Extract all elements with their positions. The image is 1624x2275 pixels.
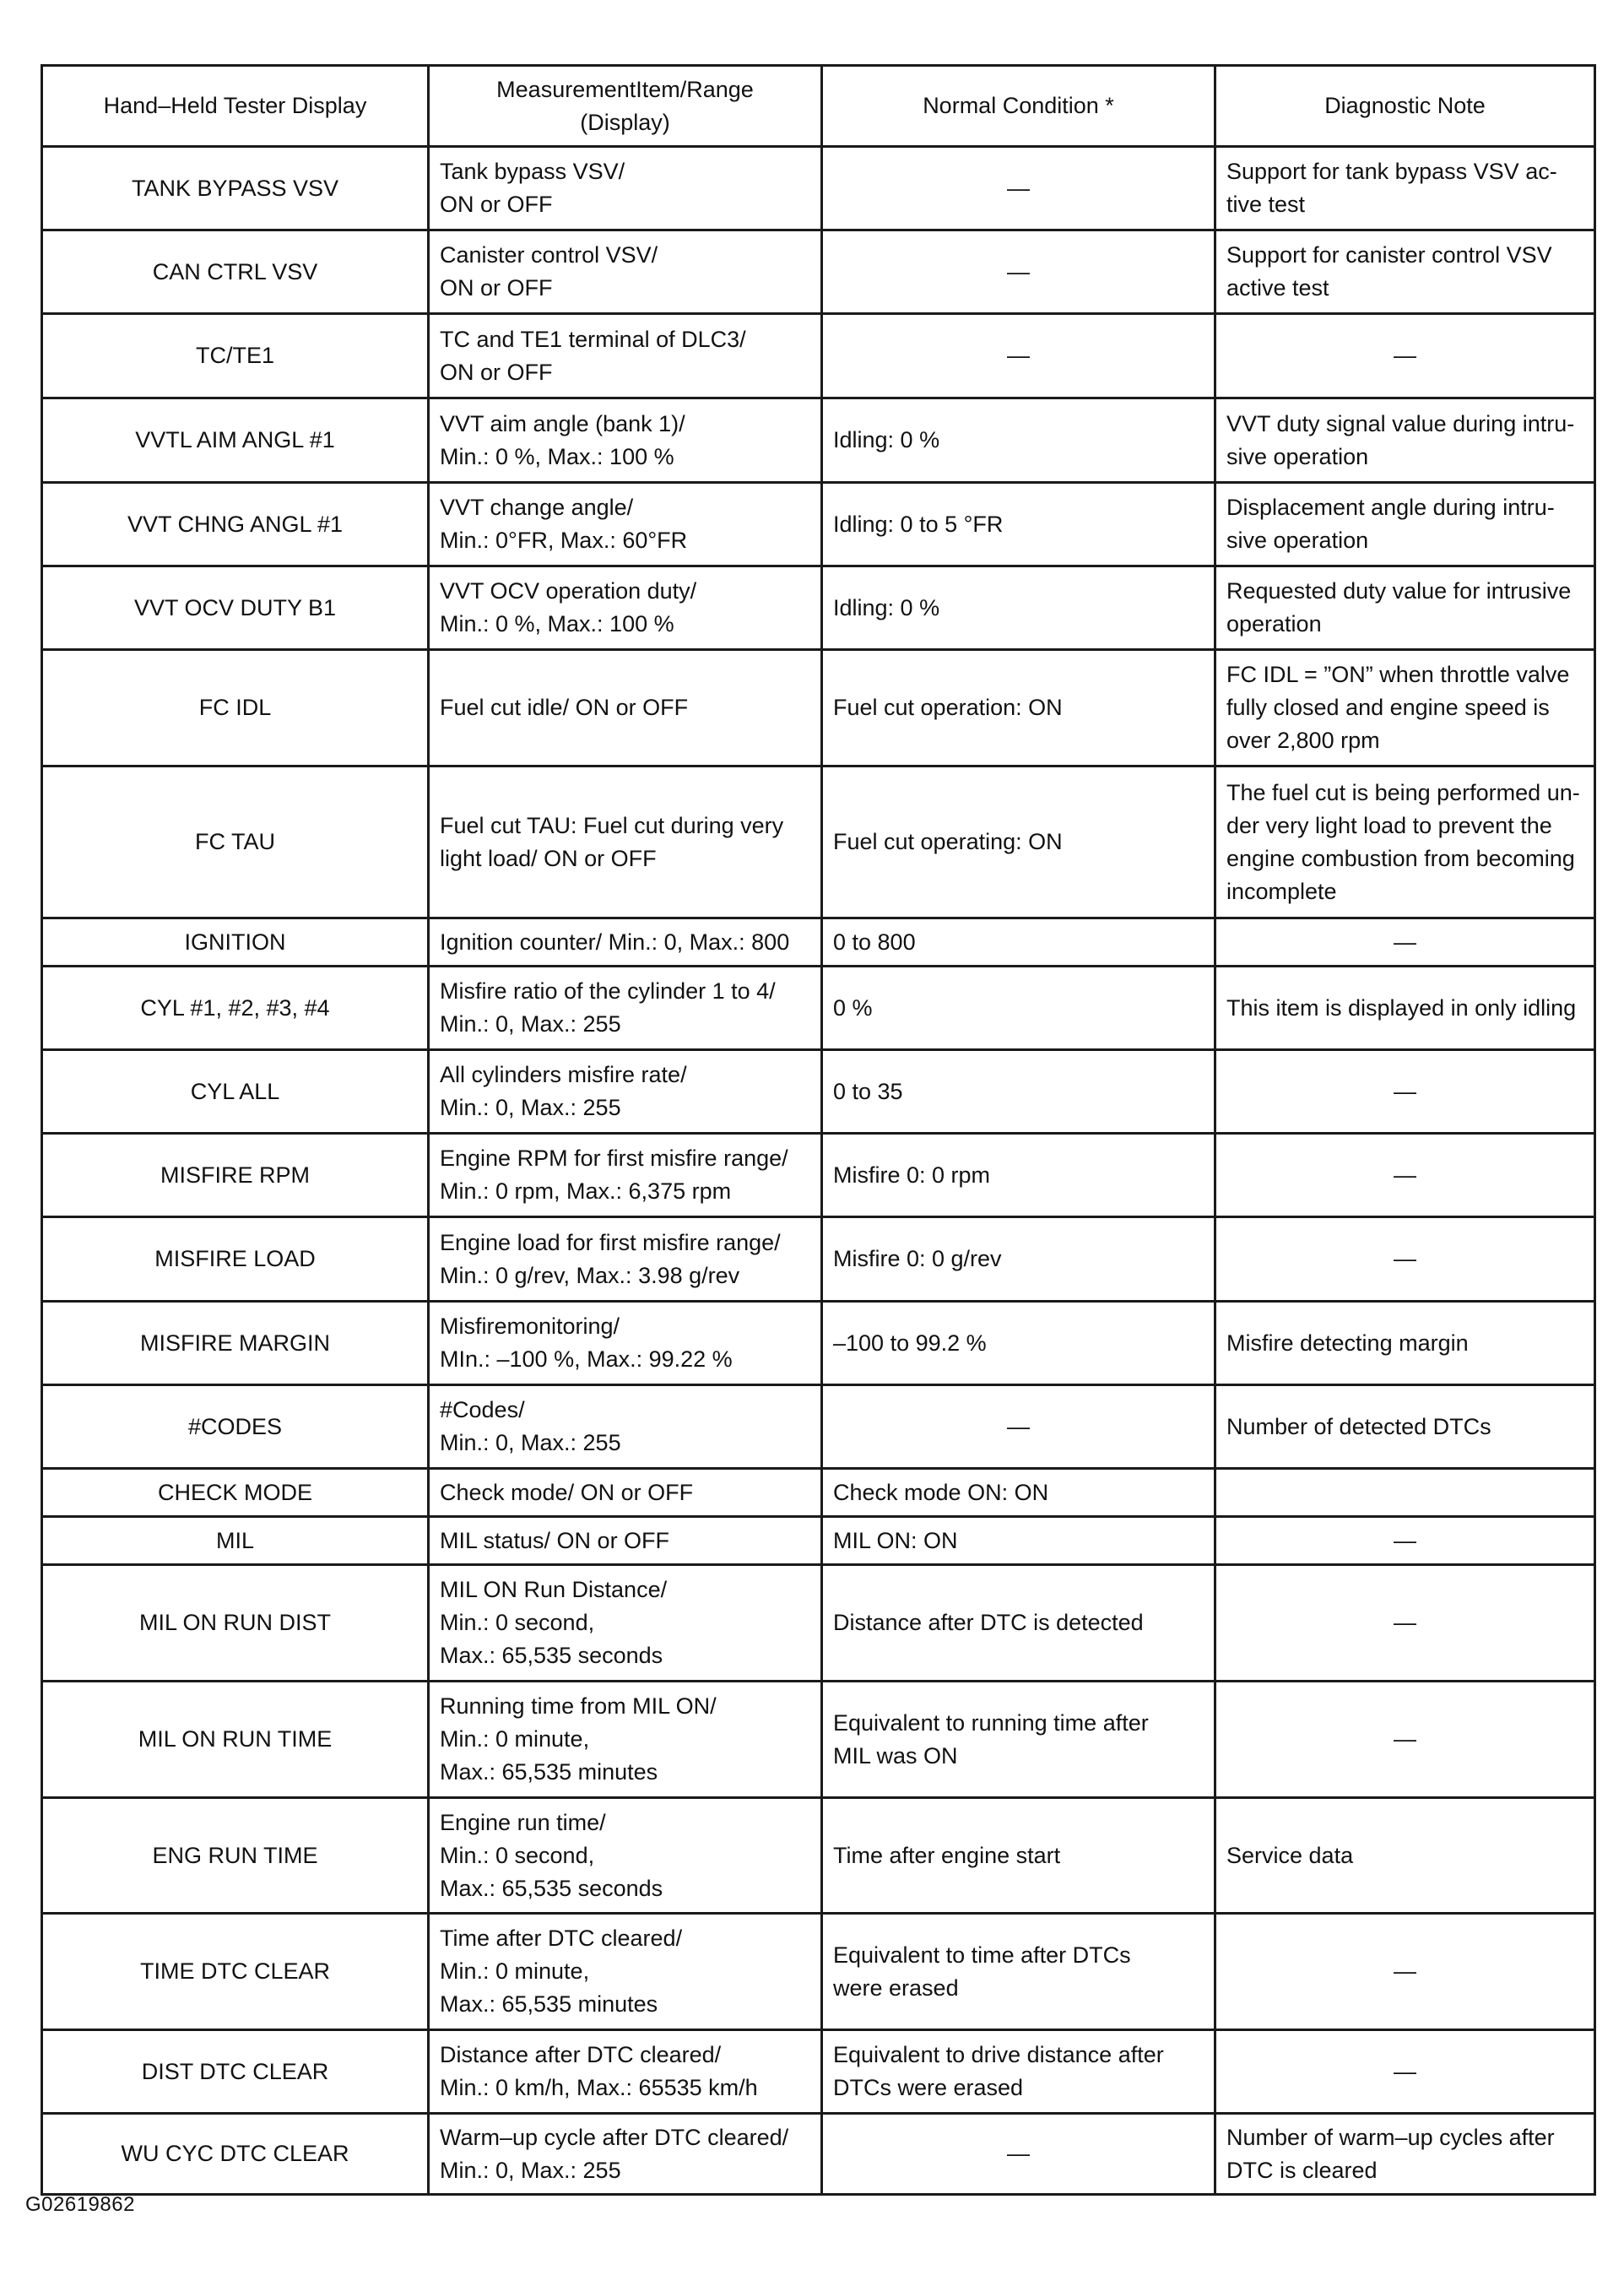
cell-tester-display: CYL ALL [42, 1050, 429, 1134]
cell-tester-display: FC IDL [42, 650, 429, 766]
table-row [42, 1469, 1595, 1517]
cell-tester-display: TIME DTC CLEAR [42, 1914, 429, 2030]
cell-normal-condition: Equivalent to time after DTCs were erased [822, 1914, 1215, 2030]
cell-diagnostic-note: — [1215, 314, 1595, 398]
cell-measurement-item: Time after DTC cleared/ Min.: 0 minute, Max.: 65,535 minutes [429, 1914, 822, 2030]
cell-tester-display: MISFIRE LOAD [42, 1217, 429, 1302]
cell-normal-condition: — [822, 230, 1215, 314]
cell-normal-condition: — [822, 147, 1215, 230]
table-row [42, 1302, 1595, 1385]
cell-measurement-item: Canister control VSV/ ON or OFF [429, 230, 822, 314]
table-row [42, 1217, 1595, 1302]
cell-normal-condition: 0 to 800 [822, 918, 1215, 967]
cell-tester-display: TANK BYPASS VSV [42, 147, 429, 230]
cell-tester-display: MIL ON RUN DIST [42, 1565, 429, 1682]
cell-diagnostic-note: Support for tank bypass VSV ac- tive test [1215, 147, 1595, 230]
header-measurement-item: MeasurementItem/Range (Display) [429, 66, 822, 147]
cell-normal-condition: Fuel cut operation: ON [822, 650, 1215, 766]
table-row [42, 1050, 1595, 1134]
cell-normal-condition: — [822, 1385, 1215, 1469]
table-row [42, 483, 1595, 566]
cell-diagnostic-note: Number of warm–up cycles after DTC is cleared [1215, 2114, 1595, 2195]
cell-measurement-item: VVT OCV operation duty/ Min.: 0 %, Max.: 100 % [429, 566, 822, 650]
header-normal-condition: Normal Condition * [822, 66, 1215, 147]
table-row [42, 398, 1595, 483]
cell-normal-condition: Time after engine start [822, 1798, 1215, 1914]
cell-measurement-item: Distance after DTC cleared/ Min.: 0 km/h, Max.: 65535 km/h [429, 2030, 822, 2114]
cell-tester-display: MISFIRE RPM [42, 1134, 429, 1217]
table-row [42, 1565, 1595, 1682]
cell-tester-display: CHECK MODE [42, 1469, 429, 1517]
cell-diagnostic-note: Displacement angle during intru- sive operation [1215, 483, 1595, 566]
cell-normal-condition: Distance after DTC is detected [822, 1565, 1215, 1682]
cell-normal-condition: Misfire 0: 0 g/rev [822, 1217, 1215, 1302]
table-row [42, 967, 1595, 1050]
cell-measurement-item: Running time from MIL ON/ Min.: 0 minute, Max.: 65,535 minutes [429, 1682, 822, 1798]
cell-normal-condition: Fuel cut operating: ON [822, 766, 1215, 918]
cell-tester-display: IGNITION [42, 918, 429, 967]
cell-tester-display: MIL [42, 1517, 429, 1565]
cell-diagnostic-note: — [1215, 1050, 1595, 1134]
cell-normal-condition: Idling: 0 to 5 °FR [822, 483, 1215, 566]
cell-tester-display: MIL ON RUN TIME [42, 1682, 429, 1798]
cell-diagnostic-note: — [1215, 1217, 1595, 1302]
table-row [42, 1517, 1595, 1565]
cell-diagnostic-note: FC IDL = ”ON” when throttle valve fully closed and engine speed is over 2,800 rpm [1215, 650, 1595, 766]
cell-normal-condition: Idling: 0 % [822, 566, 1215, 650]
cell-tester-display: VVTL AIM ANGL #1 [42, 398, 429, 483]
cell-diagnostic-note: Support for canister control VSV active test [1215, 230, 1595, 314]
cell-measurement-item: Fuel cut TAU: Fuel cut during very light load/ ON or OFF [429, 766, 822, 918]
cell-diagnostic-note: — [1215, 1565, 1595, 1682]
table-row [42, 314, 1595, 398]
cell-measurement-item: Misfire ratio of the cylinder 1 to 4/ Min.: 0, Max.: 255 [429, 967, 822, 1050]
cell-diagnostic-note: This item is displayed in only idling [1215, 967, 1595, 1050]
cell-diagnostic-note: — [1215, 1517, 1595, 1565]
cell-normal-condition: Misfire 0: 0 rpm [822, 1134, 1215, 1217]
table-row [42, 1682, 1595, 1798]
table-row [42, 1134, 1595, 1217]
cell-tester-display: WU CYC DTC CLEAR [42, 2114, 429, 2195]
table-row [42, 2114, 1595, 2195]
cell-normal-condition: Idling: 0 % [822, 398, 1215, 483]
cell-measurement-item: Misfiremonitoring/ MIn.: –100 %, Max.: 99.22 % [429, 1302, 822, 1385]
cell-normal-condition: 0 % [822, 967, 1215, 1050]
table-row [42, 918, 1595, 967]
cell-tester-display: ENG RUN TIME [42, 1798, 429, 1914]
table-row [42, 1914, 1595, 2030]
cell-measurement-item: Warm–up cycle after DTC cleared/ Min.: 0, Max.: 255 [429, 2114, 822, 2195]
cell-measurement-item: TC and TE1 terminal of DLC3/ ON or OFF [429, 314, 822, 398]
cell-normal-condition: Equivalent to running time after MIL was ON [822, 1682, 1215, 1798]
cell-normal-condition: MIL ON: ON [822, 1517, 1215, 1565]
cell-diagnostic-note: — [1215, 918, 1595, 967]
cell-diagnostic-note: — [1215, 1682, 1595, 1798]
cell-tester-display: MISFIRE MARGIN [42, 1302, 429, 1385]
cell-diagnostic-note: Misfire detecting margin [1215, 1302, 1595, 1385]
header-diagnostic-note: Diagnostic Note [1215, 66, 1595, 147]
table-row [42, 230, 1595, 314]
cell-measurement-item: VVT aim angle (bank 1)/ Min.: 0 %, Max.: 100 % [429, 398, 822, 483]
cell-measurement-item: Fuel cut idle/ ON or OFF [429, 650, 822, 766]
table-row [42, 147, 1595, 230]
cell-measurement-item: Engine run time/ Min.: 0 second, Max.: 65,535 seconds [429, 1798, 822, 1914]
cell-tester-display: TC/TE1 [42, 314, 429, 398]
cell-diagnostic-note: — [1215, 1134, 1595, 1217]
cell-measurement-item: #Codes/ Min.: 0, Max.: 255 [429, 1385, 822, 1469]
header-tester-display: Hand–Held Tester Display [42, 66, 429, 147]
figure-id: G02619862 [25, 2193, 135, 2216]
table-row [42, 1798, 1595, 1914]
cell-measurement-item: All cylinders misfire rate/ Min.: 0, Max.: 255 [429, 1050, 822, 1134]
cell-tester-display: DIST DTC CLEAR [42, 2030, 429, 2114]
table-row [42, 1385, 1595, 1469]
cell-diagnostic-note: — [1215, 2030, 1595, 2114]
cell-tester-display: VVT CHNG ANGL #1 [42, 483, 429, 566]
cell-normal-condition: — [822, 2114, 1215, 2195]
cell-diagnostic-note [1215, 1469, 1595, 1517]
cell-normal-condition: — [822, 314, 1215, 398]
cell-tester-display: VVT OCV DUTY B1 [42, 566, 429, 650]
cell-measurement-item: Engine load for first misfire range/ Min.: 0 g/rev, Max.: 3.98 g/rev [429, 1217, 822, 1302]
cell-normal-condition: Equivalent to drive distance after DTCs were erased [822, 2030, 1215, 2114]
cell-diagnostic-note: The fuel cut is being performed un- der very light load to prevent the engine combustion from becoming incomplete [1215, 766, 1595, 918]
cell-tester-display: CAN CTRL VSV [42, 230, 429, 314]
cell-measurement-item: Tank bypass VSV/ ON or OFF [429, 147, 822, 230]
cell-measurement-item: VVT change angle/ Min.: 0°FR, Max.: 60°FR [429, 483, 822, 566]
cell-tester-display: FC TAU [42, 766, 429, 918]
table-row [42, 566, 1595, 650]
cell-diagnostic-note: — [1215, 1914, 1595, 2030]
cell-measurement-item: Ignition counter/ Min.: 0, Max.: 800 [429, 918, 822, 967]
cell-measurement-item: MIL ON Run Distance/ Min.: 0 second, Max.: 65,535 seconds [429, 1565, 822, 1682]
cell-normal-condition: Check mode ON: ON [822, 1469, 1215, 1517]
cell-diagnostic-note: Requested duty value for intrusive operation [1215, 566, 1595, 650]
table-header-row [42, 66, 1595, 147]
cell-normal-condition: 0 to 35 [822, 1050, 1215, 1134]
cell-tester-display: #CODES [42, 1385, 429, 1469]
diagnostic-data-table [41, 64, 1596, 2196]
table-row [42, 2030, 1595, 2114]
table-row [42, 650, 1595, 766]
table-row [42, 766, 1595, 918]
cell-normal-condition: –100 to 99.2 % [822, 1302, 1215, 1385]
cell-tester-display: CYL #1, #2, #3, #4 [42, 967, 429, 1050]
cell-measurement-item: Engine RPM for first misfire range/ Min.: 0 rpm, Max.: 6,375 rpm [429, 1134, 822, 1217]
cell-diagnostic-note: VVT duty signal value during intru- sive operation [1215, 398, 1595, 483]
cell-measurement-item: MIL status/ ON or OFF [429, 1517, 822, 1565]
cell-diagnostic-note: Service data [1215, 1798, 1595, 1914]
cell-diagnostic-note: Number of detected DTCs [1215, 1385, 1595, 1469]
cell-measurement-item: Check mode/ ON or OFF [429, 1469, 822, 1517]
